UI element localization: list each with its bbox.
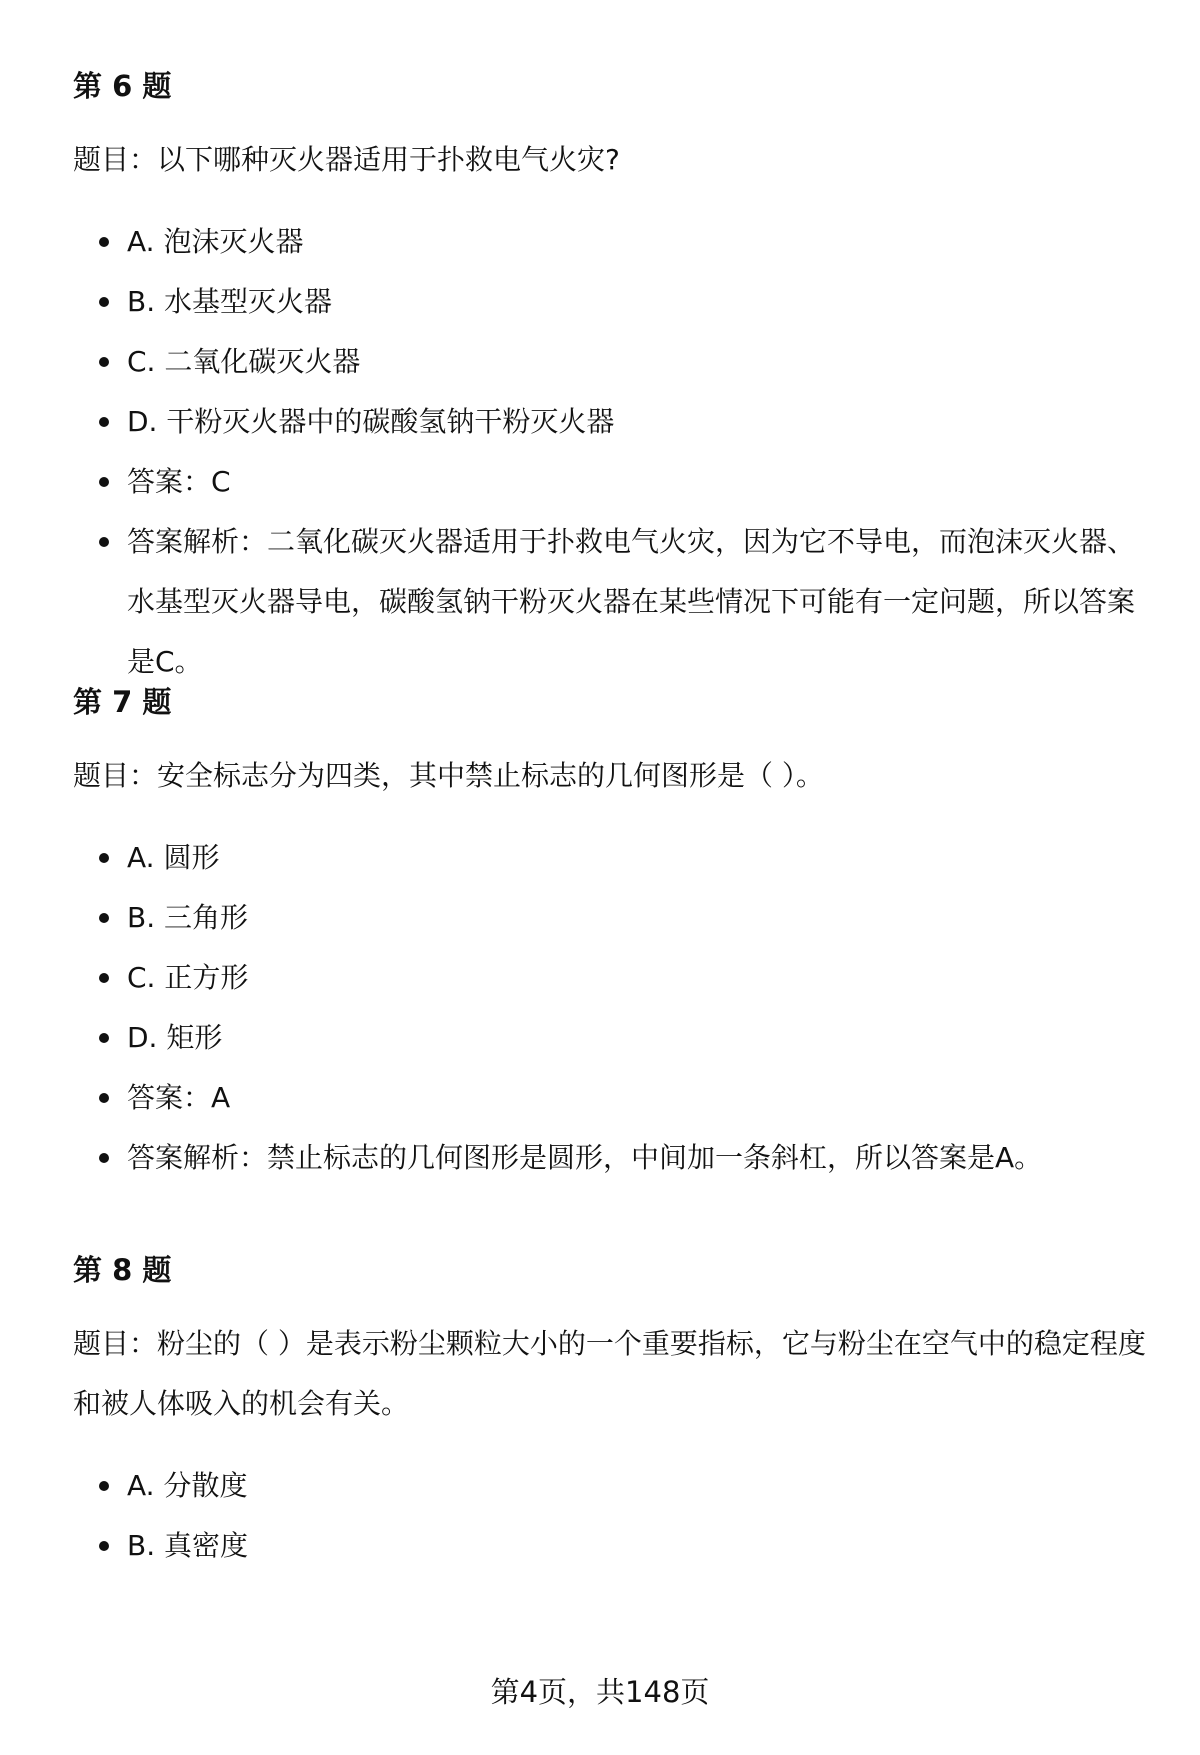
bullet-icon: [99, 417, 109, 427]
question-6-options: [73, 212, 1153, 692]
explanation-text: 答案解析：禁止标志的几何图形是圆形，中间加一条斜杠，所以答案是A。: [127, 1141, 1043, 1174]
option-text: C. 二氧化碳灭火器: [127, 345, 361, 378]
answer-text: 答案：C: [127, 465, 231, 498]
bullet-icon: [99, 1541, 109, 1551]
explanation-item: [73, 512, 1153, 692]
answer-item: [73, 452, 1153, 512]
list-item: [73, 948, 1153, 1008]
list-item: [73, 1008, 1153, 1068]
question-6-title: 第 6 题: [73, 69, 172, 103]
bullet-icon: [99, 1153, 109, 1163]
question-8-options: [73, 1456, 1153, 1576]
list-item: [73, 332, 1153, 392]
bullet-icon: [99, 237, 109, 247]
answer-text: 答案：A: [127, 1081, 231, 1114]
option-text: A. 圆形: [127, 841, 220, 874]
option-text: D. 干粉灭火器中的碳酸氢钠干粉灭火器: [127, 405, 615, 438]
bullet-icon: [99, 913, 109, 923]
bullet-icon: [99, 537, 109, 547]
bullet-icon: [99, 853, 109, 863]
list-item: [73, 272, 1153, 332]
question-8-title: 第 8 题: [73, 1253, 172, 1287]
option-text: B. 水基型灭火器: [127, 285, 333, 318]
list-item: [73, 1516, 1153, 1576]
list-item: [73, 392, 1153, 452]
question-7-options: [73, 828, 1153, 1188]
explanation-item: [73, 1128, 1153, 1188]
bullet-icon: [99, 1481, 109, 1491]
bullet-icon: [99, 477, 109, 487]
option-text: C. 正方形: [127, 961, 249, 994]
question-7-stem: 题目：安全标志分为四类，其中禁止标志的几何图形是（ ）。: [73, 759, 824, 792]
option-text: A. 分散度: [127, 1469, 248, 1502]
list-item: [73, 212, 1153, 272]
explanation-text: 答案解析：二氧化碳灭火器适用于扑救电气火灾，因为它不导电，而泡沫灭火器、水基型灭火器导电，碳酸氢钠干粉灭火器在某些情况下可能有一定问题，所以答案是C。: [127, 525, 1136, 678]
list-item: [73, 888, 1153, 948]
question-7-title: 第 7 题: [73, 685, 172, 719]
list-item: [73, 1456, 1153, 1516]
list-item: [73, 828, 1153, 888]
option-text: A. 泡沫灭火器: [127, 225, 304, 258]
page-number: 第4页，共148页: [490, 1675, 710, 1709]
bullet-icon: [99, 357, 109, 367]
question-8-stem: 题目：粉尘的（ ）是表示粉尘颗粒大小的一个重要指标，它与粉尘在空气中的稳定程度和被人体吸入的机会有关。: [73, 1327, 1146, 1420]
bullet-icon: [99, 297, 109, 307]
bullet-icon: [99, 973, 109, 983]
question-6-stem: 题目：以下哪种灭火器适用于扑救电气火灾?: [73, 143, 620, 176]
bullet-icon: [99, 1033, 109, 1043]
bullet-icon: [99, 1093, 109, 1103]
option-text: D. 矩形: [127, 1021, 223, 1054]
option-text: B. 三角形: [127, 901, 249, 934]
option-text: B. 真密度: [127, 1529, 249, 1562]
answer-item: [73, 1068, 1153, 1128]
